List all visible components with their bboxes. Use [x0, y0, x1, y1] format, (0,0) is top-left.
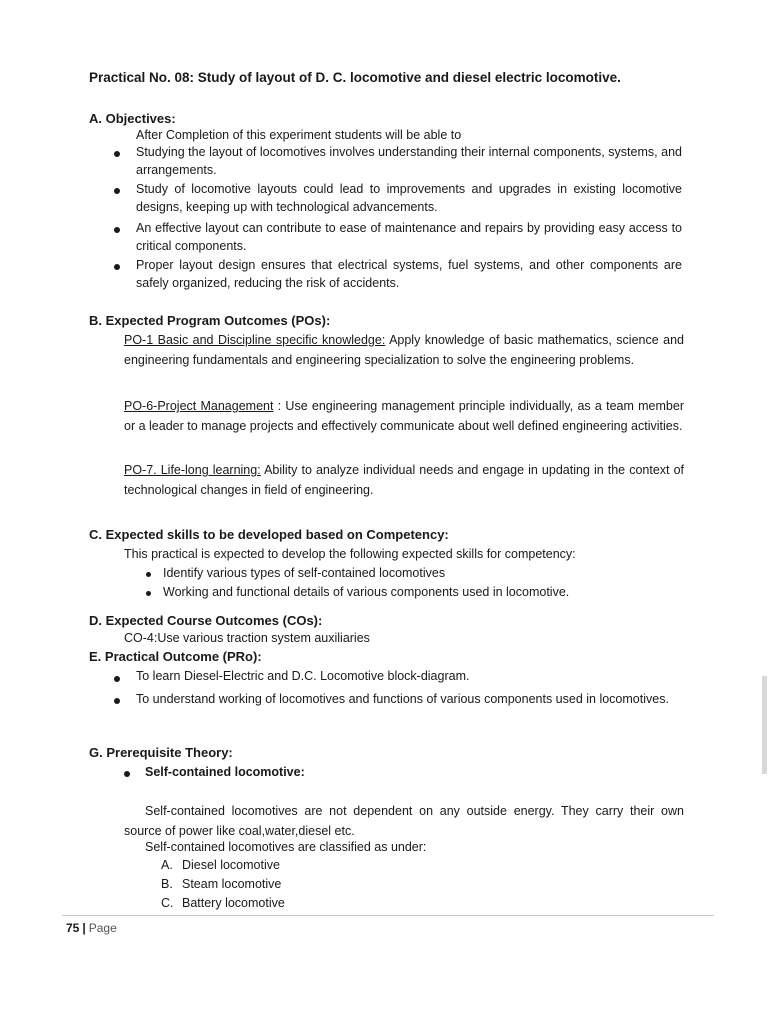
list-marker: A. — [161, 858, 173, 872]
theory-classified: Self-contained locomotives are classified as under: — [145, 840, 427, 854]
theory-subheading: Self-contained locomotive: — [145, 765, 305, 779]
po-text: Apply knowledge of basic mathematics, science and engineering fundamentals and engineering specialization to solve the engineering problems. — [124, 333, 685, 367]
practical-title: Practical No. 08: Study of layout of D. C. locomotive and diesel electric locomotive. — [89, 70, 621, 85]
pos-heading: B. Expected Program Outcomes (POs): — [89, 313, 331, 328]
footer-divider — [62, 915, 714, 916]
co-text: CO-4:Use various traction system auxiliaries — [124, 631, 370, 645]
theory-paragraph: Self-contained locomotives are not dependent on any outside energy. They carry their own source of power like coal,water,diesel etc. — [124, 804, 684, 838]
list-marker: C. — [161, 896, 174, 910]
bullet-icon — [114, 264, 120, 270]
po-item — [124, 330, 684, 370]
bullet-icon — [146, 572, 151, 577]
po-item — [124, 460, 684, 500]
po-text: : Use engineering management principle individually, as a team member or a leader to manage projects and effectively communicate about well defined engineering activities. — [124, 399, 684, 433]
skill-item: Working and functional details of various components used in locomotive. — [163, 585, 570, 599]
theory-heading: G. Prerequisite Theory: — [89, 745, 233, 760]
bullet-icon — [114, 676, 120, 682]
bullet-icon — [146, 591, 151, 596]
objective-item: Proper layout design ensures that electrical systems, fuel systems, and other components are safely organized, reducing the risk of accidents. — [136, 258, 682, 290]
bullet-icon — [114, 151, 120, 157]
po-label: PO-1 Basic and Discipline specific knowledge: — [124, 333, 386, 347]
po-label: PO-7. Life-long learning: — [124, 463, 261, 477]
footer-separator: | — [82, 921, 86, 935]
list-item: Diesel locomotive — [182, 858, 280, 872]
objective-item: Study of locomotive layouts could lead to improvements and upgrades in existing locomotive designs, keeping up with technological advancements. — [136, 182, 682, 214]
po-item — [124, 396, 684, 436]
page-number: 75 — [66, 921, 80, 935]
list-item: Steam locomotive — [182, 877, 282, 891]
scan-edge-mark — [762, 676, 767, 774]
skill-item: Identify various types of self-contained locomotives — [163, 566, 446, 580]
pro-item: To understand working of locomotives and functions of various components used in locomotives. — [136, 692, 669, 706]
pro-heading: E. Practical Outcome (PRo): — [89, 649, 262, 664]
list-marker: B. — [161, 877, 173, 891]
objectives-heading: A. Objectives: — [89, 111, 176, 126]
objective-item: Studying the layout of locomotives involves understanding their internal components, systems, and arrangements. — [136, 145, 682, 177]
skills-intro: This practical is expected to develop the following expected skills for competency: — [124, 547, 576, 561]
objectives-intro: After Completion of this experiment students will be able to — [136, 128, 462, 142]
page-label: Page — [88, 921, 117, 935]
bullet-icon — [114, 698, 120, 704]
cos-heading: D. Expected Course Outcomes (COs): — [89, 613, 323, 628]
list-item: Battery locomotive — [182, 896, 285, 910]
po-text: Ability to analyze individual needs and engage in updating in the context of technological changes in field of engineering. — [124, 463, 684, 497]
skills-heading: C. Expected skills to be developed based on Competency: — [89, 527, 449, 542]
po-label: PO-6-Project Management — [124, 399, 274, 413]
page-footer — [66, 921, 117, 935]
bullet-icon — [124, 771, 130, 777]
pro-item: To learn Diesel-Electric and D.C. Locomotive block-diagram. — [136, 669, 470, 683]
bullet-icon — [114, 227, 120, 233]
objective-item: An effective layout can contribute to ease of maintenance and repairs by providing easy access to critical components. — [136, 221, 682, 253]
bullet-icon — [114, 188, 120, 194]
